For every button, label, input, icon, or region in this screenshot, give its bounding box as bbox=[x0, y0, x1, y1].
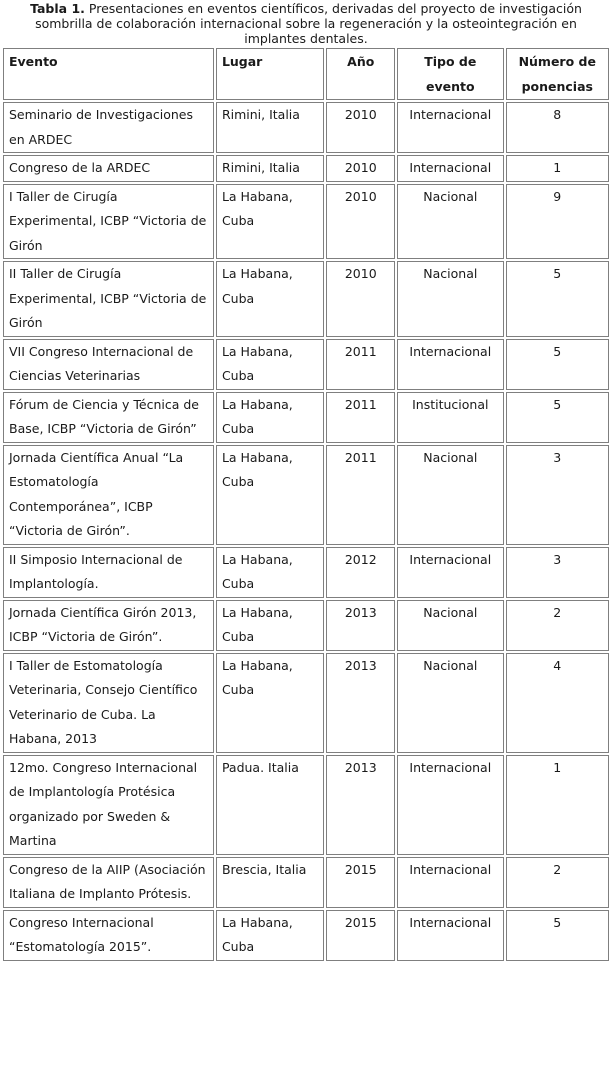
cell-evento: Congreso de la AIIP (Asociación Italiana de Implanto Prótesis. bbox=[3, 857, 214, 908]
header-numero: Número de ponencias bbox=[506, 48, 609, 100]
table-row bbox=[3, 910, 609, 961]
cell-evento: Fórum de Ciencia y Técnica de Base, ICBP “Victoria de Girón” bbox=[3, 392, 214, 443]
cell-numero: 3 bbox=[506, 445, 609, 545]
table-row bbox=[3, 102, 609, 153]
cell-evento: II Simposio Internacional de Implantología. bbox=[3, 547, 214, 598]
cell-evento: II Taller de Cirugía Experimental, ICBP “Victoria de Girón bbox=[3, 261, 214, 337]
cell-numero: 5 bbox=[506, 339, 609, 390]
cell-evento: I Taller de Estomatología Veterinaria, Consejo Científico Veterinario de Cuba. La Habana, 2013 bbox=[3, 653, 214, 753]
cell-lugar: Brescia, Italia bbox=[216, 857, 325, 908]
cell-anio: 2013 bbox=[326, 600, 395, 651]
cell-numero: 8 bbox=[506, 102, 609, 153]
table-row bbox=[3, 653, 609, 753]
cell-anio: 2015 bbox=[326, 857, 395, 908]
cell-anio: 2010 bbox=[326, 102, 395, 153]
cell-tipo: Internacional bbox=[397, 755, 503, 855]
cell-anio: 2011 bbox=[326, 392, 395, 443]
table-row bbox=[3, 445, 609, 545]
cell-tipo: Internacional bbox=[397, 102, 503, 153]
cell-anio: 2010 bbox=[326, 184, 395, 260]
cell-numero: 2 bbox=[506, 857, 609, 908]
cell-numero: 9 bbox=[506, 184, 609, 260]
table-row bbox=[3, 184, 609, 260]
table-header-row bbox=[3, 48, 609, 100]
cell-tipo: Institucional bbox=[397, 392, 503, 443]
cell-tipo: Nacional bbox=[397, 184, 503, 260]
cell-lugar: La Habana, Cuba bbox=[216, 547, 325, 598]
header-anio: Año bbox=[326, 48, 395, 100]
cell-anio: 2010 bbox=[326, 155, 395, 182]
cell-tipo: Internacional bbox=[397, 857, 503, 908]
cell-numero: 1 bbox=[506, 155, 609, 182]
cell-evento: VII Congreso Internacional de Ciencias Veterinarias bbox=[3, 339, 214, 390]
cell-evento: Jornada Científica Anual “La Estomatología Contemporánea”, ICBP “Victoria de Girón”. bbox=[3, 445, 214, 545]
header-lugar: Lugar bbox=[216, 48, 325, 100]
cell-evento: Congreso de la ARDEC bbox=[3, 155, 214, 182]
cell-evento: Jornada Científica Girón 2013, ICBP “Victoria de Girón”. bbox=[3, 600, 214, 651]
cell-lugar: La Habana, Cuba bbox=[216, 184, 325, 260]
cell-anio: 2013 bbox=[326, 653, 395, 753]
cell-lugar: Rimini, Italia bbox=[216, 155, 325, 182]
cell-numero: 5 bbox=[506, 392, 609, 443]
cell-evento: Congreso Internacional “Estomatología 2015”. bbox=[3, 910, 214, 961]
cell-lugar: La Habana, Cuba bbox=[216, 339, 325, 390]
table-row bbox=[3, 600, 609, 651]
cell-tipo: Nacional bbox=[397, 600, 503, 651]
cell-tipo: Internacional bbox=[397, 155, 503, 182]
table-row bbox=[3, 261, 609, 337]
cell-lugar: La Habana, Cuba bbox=[216, 910, 325, 961]
table-row bbox=[3, 392, 609, 443]
caption-label: Tabla 1. bbox=[30, 1, 85, 16]
cell-lugar: La Habana, Cuba bbox=[216, 445, 325, 545]
cell-anio: 2015 bbox=[326, 910, 395, 961]
cell-evento: Seminario de Investigaciones en ARDEC bbox=[3, 102, 214, 153]
cell-anio: 2011 bbox=[326, 445, 395, 545]
cell-numero: 1 bbox=[506, 755, 609, 855]
cell-anio: 2011 bbox=[326, 339, 395, 390]
table-row bbox=[3, 155, 609, 182]
cell-numero: 2 bbox=[506, 600, 609, 651]
cell-tipo: Nacional bbox=[397, 261, 503, 337]
cell-lugar: La Habana, Cuba bbox=[216, 600, 325, 651]
cell-evento: 12mo. Congreso Internacional de Implantología Protésica organizado por Sweden & Martina bbox=[3, 755, 214, 855]
cell-tipo: Nacional bbox=[397, 653, 503, 753]
cell-lugar: Rimini, Italia bbox=[216, 102, 325, 153]
cell-lugar: La Habana, Cuba bbox=[216, 653, 325, 753]
cell-anio: 2010 bbox=[326, 261, 395, 337]
cell-lugar: La Habana, Cuba bbox=[216, 392, 325, 443]
cell-anio: 2012 bbox=[326, 547, 395, 598]
table-row bbox=[3, 339, 609, 390]
cell-tipo: Internacional bbox=[397, 910, 503, 961]
cell-anio: 2013 bbox=[326, 755, 395, 855]
events-table bbox=[1, 46, 611, 963]
cell-numero: 4 bbox=[506, 653, 609, 753]
cell-evento: I Taller de Cirugía Experimental, ICBP “Victoria de Girón bbox=[3, 184, 214, 260]
caption-text: Presentaciones en eventos científicos, derivadas del proyecto de investigación sombrilla de colaboración internacional sobre la regeneración y la osteointegración en implantes dentales. bbox=[35, 1, 582, 46]
table-caption bbox=[0, 0, 612, 46]
cell-lugar: La Habana, Cuba bbox=[216, 261, 325, 337]
header-tipo: Tipo de evento bbox=[397, 48, 503, 100]
cell-tipo: Internacional bbox=[397, 339, 503, 390]
cell-lugar: Padua. Italia bbox=[216, 755, 325, 855]
cell-tipo: Nacional bbox=[397, 445, 503, 545]
cell-tipo: Internacional bbox=[397, 547, 503, 598]
table-row bbox=[3, 755, 609, 855]
table-row bbox=[3, 857, 609, 908]
table-row bbox=[3, 547, 609, 598]
cell-numero: 5 bbox=[506, 910, 609, 961]
cell-numero: 5 bbox=[506, 261, 609, 337]
cell-numero: 3 bbox=[506, 547, 609, 598]
header-evento: Evento bbox=[3, 48, 214, 100]
